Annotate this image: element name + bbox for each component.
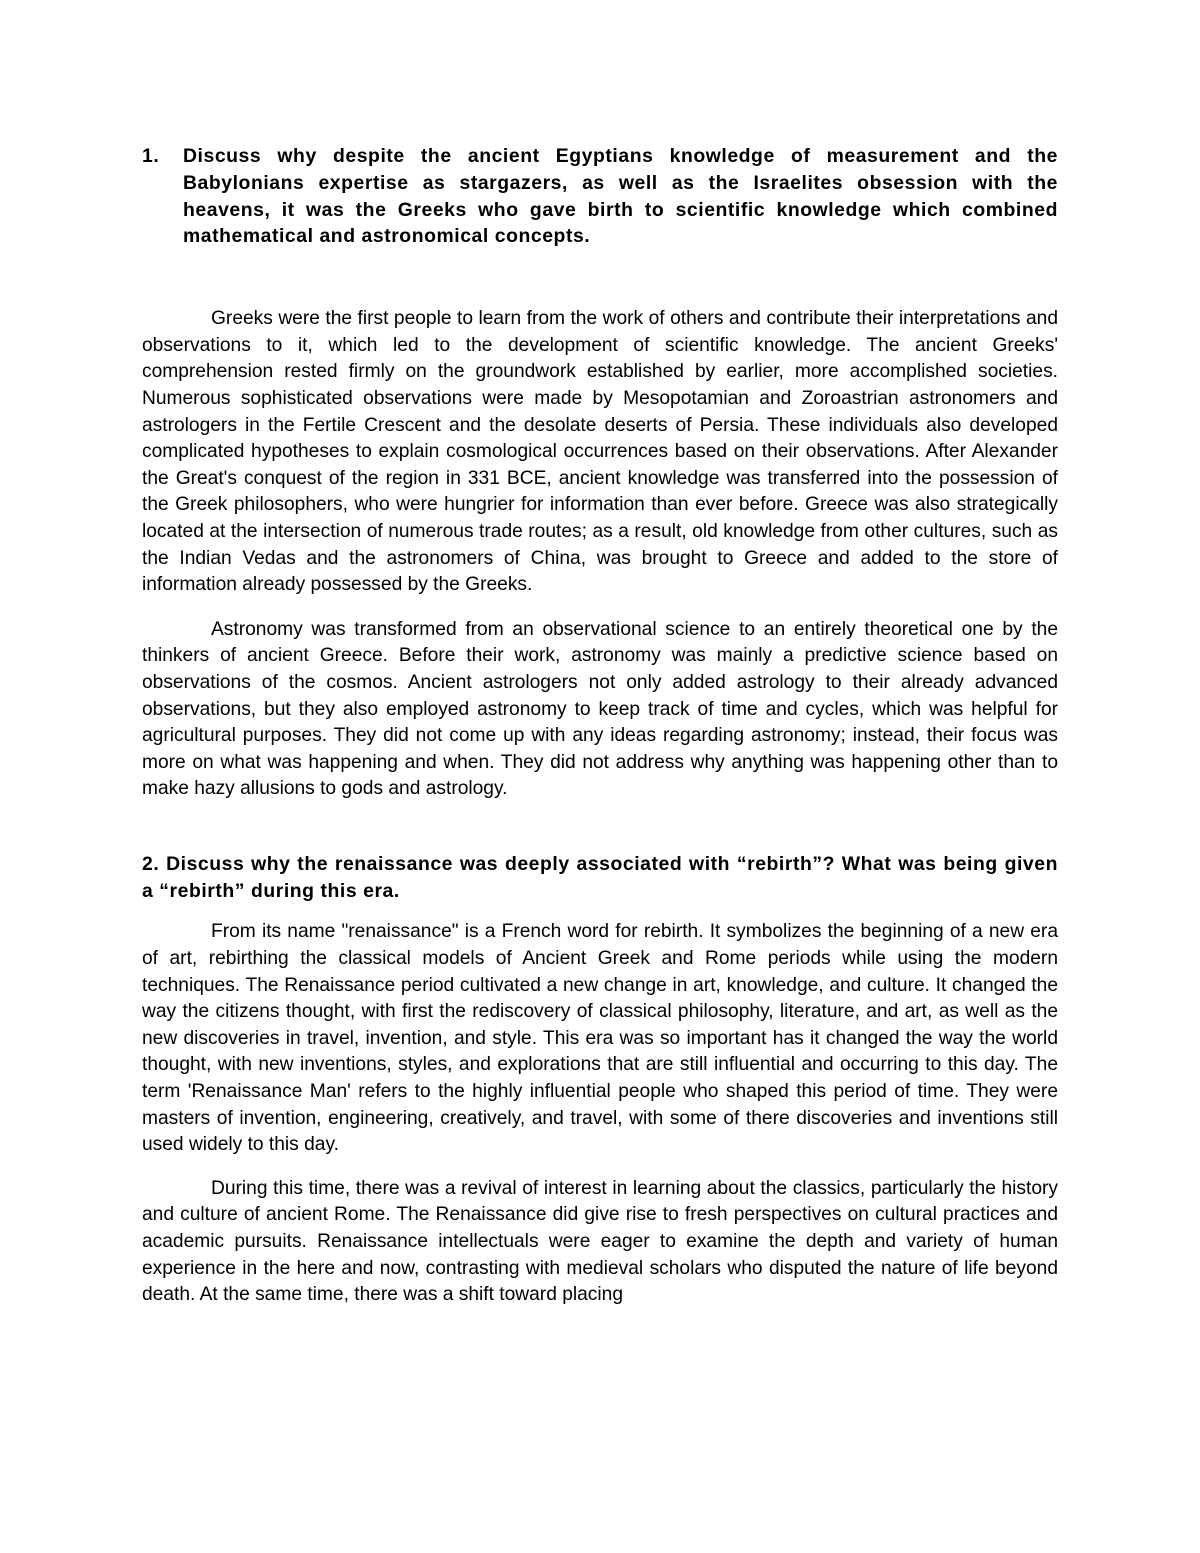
question-1-number: 1. (142, 145, 160, 167)
answer-1-paragraph-1: Greeks were the first people to learn from the work of others and contribute their interpretations and observations to it, which led to the development of scientific knowledge. The ancient Greeks' comprehension rested firmly on the groundwork established by earlier, more accomplished societies. Numerous sophisticated observations were made by Mesopotamian and Zoroastrian astronomers and astrologers in the Fertile Crescent and the desolate deserts of Persia. These individuals also developed complicated hypotheses to explain cosmological occurrences based on their observations. After Alexander the Great's conquest of the region in 331 BCE, ancient knowledge was transferred into the possession of the Greek philosophers, who were hungrier for information than ever before. Greece was also strategically located at the intersection of numerous trade routes; as a result, old knowledge from other cultures, such as the Indian Vedas and the astronomers of China, was brought to Greece and added to the store of information already possessed by the Greeks. (142, 308, 1058, 596)
question-1 (142, 143, 1058, 250)
document-page (142, 143, 1058, 1309)
question-1-text: Discuss why despite the ancient Egyptians knowledge of measurement and the Babylonians expertise as stargazers, as well as the Israelites obsession with the heavens, it was the Greeks who gave birth to scientific knowledge which combined mathematical and astronomical concepts. (183, 145, 1058, 248)
answer-1-paragraph-2: Astronomy was transformed from an observational science to an entirely theoretical one by the thinkers of ancient Greece. Before their work, astronomy was mainly a predictive science based on observations of the cosmos. Ancient astrologers not only added astrology to their already advanced observations, but they also employed astronomy to keep track of time and cycles, which was helpful for agricultural purposes. They did not come up with any ideas regarding astronomy; instead, their focus was more on what was happening and when. They did not address why anything was happening other than to make hazy allusions to gods and astrology. (142, 618, 1058, 800)
answer-2-paragraph-1: From its name "renaissance" is a French word for rebirth. It symbolizes the beginning of a new era of art, rebirthing the classical models of Ancient Greek and Rome periods while using the modern techniques. The Renaissance period cultivated a new change in art, knowledge, and culture. It changed the way the citizens thought, with first the rediscovery of classical philosophy, literature, and art, as well as the new discoveries in travel, invention, and style. This era was so important has it changed the way the world thought, with new inventions, styles, and explorations that are still influential and occurring to this day. The term 'Renaissance Man' refers to the highly influential people who shaped this period of time. They were masters of invention, engineering, creatively, and travel, with some of there discoveries and inventions still used widely to this day. (142, 921, 1058, 1156)
question-2: 2. Discuss why the renaissance was deeply associated with “rebirth”? What was being given a “rebirth” during this era. (142, 852, 1058, 902)
answer-2-paragraph-2: During this time, there was a revival of interest in learning about the classics, particularly the history and culture of ancient Rome. The Renaissance did give rise to fresh perspectives on cultural practices and academic pursuits. Renaissance intellectuals were eager to examine the depth and variety of human experience in the here and now, contrasting with medieval scholars who disputed the nature of life beyond death. At the same time, there was a shift toward placing (142, 1177, 1058, 1306)
